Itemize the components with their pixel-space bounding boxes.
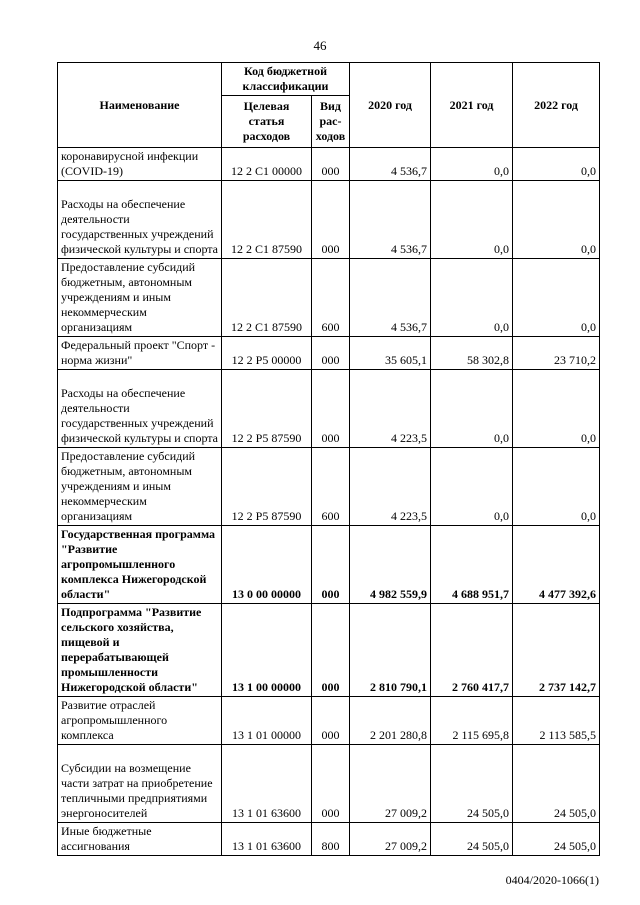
row-amount-2022: 2 113 585,5 (513, 697, 600, 745)
row-expense-kind: 000 (312, 604, 350, 697)
row-target-code: 12 2 P5 00000 (222, 337, 312, 370)
row-name: Государственная программа "Развитие агропромышленного комплекса Нижегородской области" (58, 526, 222, 604)
header-target-article: Целевая статья расходов (222, 96, 312, 148)
row-expense-kind: 600 (312, 259, 350, 337)
row-amount-2022: 0,0 (513, 259, 600, 337)
table-row (58, 370, 600, 448)
row-amount-2022: 0,0 (513, 448, 600, 526)
table-header (58, 63, 600, 148)
table-row (58, 148, 600, 181)
row-expense-kind: 000 (312, 745, 350, 823)
row-expense-kind: 000 (312, 337, 350, 370)
row-amount-2021: 58 302,8 (431, 337, 513, 370)
row-name: Иные бюджетные ассигнования (58, 823, 222, 856)
row-target-code: 12 2 P5 87590 (222, 448, 312, 526)
row-amount-2022: 4 477 392,6 (513, 526, 600, 604)
row-amount-2021: 0,0 (431, 148, 513, 181)
row-amount-2022: 24 505,0 (513, 823, 600, 856)
table-row (58, 823, 600, 856)
row-target-code: 13 1 01 63600 (222, 823, 312, 856)
page-number: 46 (313, 38, 327, 53)
row-amount-2021: 0,0 (431, 181, 513, 259)
table-row (58, 181, 600, 259)
row-target-code: 12 2 C1 87590 (222, 259, 312, 337)
row-target-code: 12 2 C1 00000 (222, 148, 312, 181)
table-row (58, 697, 600, 745)
header-name: Наименование (58, 63, 222, 148)
row-name: Расходы на обеспечение деятельности государственных учреждений физической культуры и спорта (58, 181, 222, 259)
table-row (58, 526, 600, 604)
row-target-code: 13 0 00 00000 (222, 526, 312, 604)
row-amount-2022: 0,0 (513, 181, 600, 259)
table-body (58, 148, 600, 856)
table-row (58, 745, 600, 823)
row-expense-kind: 000 (312, 370, 350, 448)
row-expense-kind: 000 (312, 148, 350, 181)
header-year-2020: 2020 год (350, 63, 431, 148)
row-target-code: 12 2 P5 87590 (222, 370, 312, 448)
row-expense-kind: 000 (312, 697, 350, 745)
row-amount-2020: 4 536,7 (350, 148, 431, 181)
table-row (58, 259, 600, 337)
row-amount-2020: 27 009,2 (350, 823, 431, 856)
table-row (58, 448, 600, 526)
row-amount-2022: 0,0 (513, 148, 600, 181)
row-amount-2021: 2 760 417,7 (431, 604, 513, 697)
header-expense-kind: Вид рас-ходов (312, 96, 350, 148)
row-target-code: 12 2 C1 87590 (222, 181, 312, 259)
row-expense-kind: 800 (312, 823, 350, 856)
row-name: Федеральный проект "Спорт - норма жизни" (58, 337, 222, 370)
row-amount-2020: 4 223,5 (350, 370, 431, 448)
row-amount-2021: 2 115 695,8 (431, 697, 513, 745)
row-amount-2021: 0,0 (431, 448, 513, 526)
row-amount-2022: 0,0 (513, 370, 600, 448)
header-budget-classification: Код бюджетной классификации (222, 63, 350, 96)
row-amount-2020: 2 810 790,1 (350, 604, 431, 697)
header-year-2021: 2021 год (431, 63, 513, 148)
row-name: Предоставление субсидий бюджетным, автономным учреждениям и иным некоммерческим организациям (58, 448, 222, 526)
row-target-code: 13 1 01 00000 (222, 697, 312, 745)
row-target-code: 13 1 00 00000 (222, 604, 312, 697)
row-expense-kind: 000 (312, 526, 350, 604)
budget-table (57, 62, 600, 856)
row-amount-2021: 0,0 (431, 370, 513, 448)
table-row (58, 604, 600, 697)
row-amount-2022: 24 505,0 (513, 745, 600, 823)
row-target-code: 13 1 01 63600 (222, 745, 312, 823)
row-amount-2021: 0,0 (431, 259, 513, 337)
row-name: Подпрограмма "Развитие сельского хозяйства, пищевой и перерабатывающей промышленности Нижегородской области" (58, 604, 222, 697)
row-amount-2020: 4 536,7 (350, 181, 431, 259)
row-amount-2022: 2 737 142,7 (513, 604, 600, 697)
table-row (58, 337, 600, 370)
row-amount-2021: 4 688 951,7 (431, 526, 513, 604)
row-name: Расходы на обеспечение деятельности государственных учреждений физической культуры и спорта (58, 370, 222, 448)
row-amount-2020: 27 009,2 (350, 745, 431, 823)
document-code: 0404/2020-1066(1) (505, 873, 599, 887)
row-amount-2020: 4 982 559,9 (350, 526, 431, 604)
row-amount-2022: 23 710,2 (513, 337, 600, 370)
row-expense-kind: 600 (312, 448, 350, 526)
row-amount-2020: 4 536,7 (350, 259, 431, 337)
row-name: Развитие отраслей агропромышленного комплекса (58, 697, 222, 745)
row-expense-kind: 000 (312, 181, 350, 259)
row-amount-2020: 2 201 280,8 (350, 697, 431, 745)
row-name: Предоставление субсидий бюджетным, автономным учреждениям и иным некоммерческим организациям (58, 259, 222, 337)
row-amount-2021: 24 505,0 (431, 823, 513, 856)
row-name: Субсидии на возмещение части затрат на приобретение тепличными предприятиями энергоносителей (58, 745, 222, 823)
header-year-2022: 2022 год (513, 63, 600, 148)
row-amount-2020: 35 605,1 (350, 337, 431, 370)
row-amount-2020: 4 223,5 (350, 448, 431, 526)
row-name: коронавирусной инфекции (COVID-19) (58, 148, 222, 181)
row-amount-2021: 24 505,0 (431, 745, 513, 823)
